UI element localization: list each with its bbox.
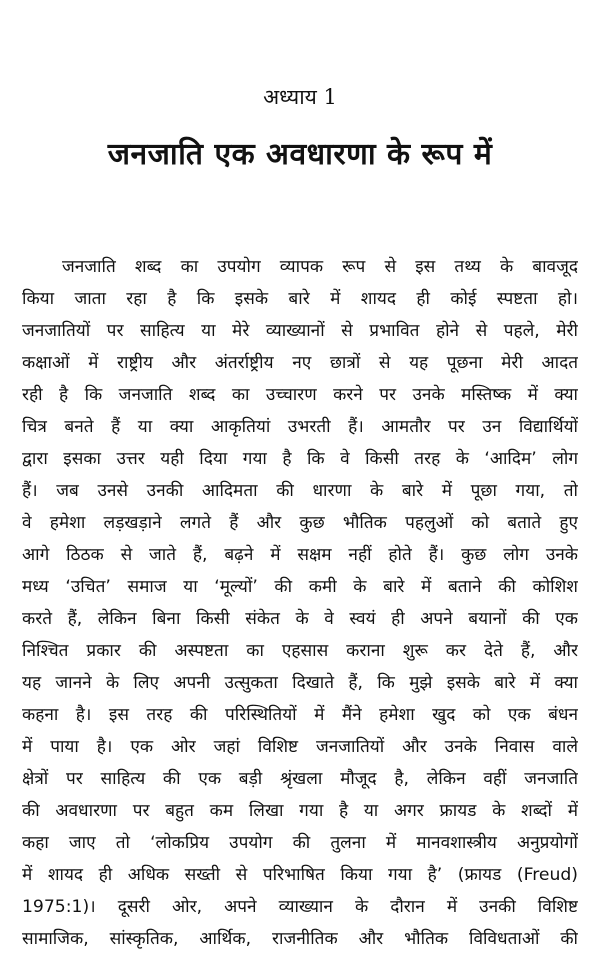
body-paragraph (22, 251, 578, 955)
text-line: में शायद ही अधिक सख्ती से परिभाषित किया गया है’ (फ्रायड (Freud) (22, 865, 578, 885)
text-line: सामाजिक, सांस्कृतिक, आर्थिक, राजनीतिक और भौतिक विविधताओं की (22, 929, 578, 949)
text-line: जनजाति शब्द का उपयोग व्यापक रूप से इस तथ्य के बावजूद (62, 257, 578, 277)
text-line: मध्य ‘उचित’ समाज या ‘मूल्यों’ की कमी के बारे में बताने की कोशिश (22, 577, 578, 597)
text-line: 1975:1)। दूसरी ओर, अपने व्याख्यान के दौरान में उनकी विशिष्ट (22, 897, 578, 917)
text-line: हैं। जब उनसे उनकी आदिमता की धारणा के बारे में पूछा गया, तो (22, 481, 578, 501)
text-line: यह जानने के लिए अपनी उत्सुकता दिखाते हैं, कि मुझे इसके बारे में क्या (22, 673, 578, 693)
text-line: वे हमेशा लड़खड़ाने लगते हैं और कुछ भौतिक पहलुओं को बताते हुए (22, 513, 578, 533)
text-line: जनजातियों पर साहित्य या मेरे व्याख्यानों से प्रभावित होने से पहले, मेरी (22, 321, 578, 341)
chapter-number: अध्याय 1 (263, 85, 337, 109)
text-line: द्वारा इसका उत्तर यही दिया गया है कि वे किसी तरह के ‘आदिम’ लोग (22, 449, 578, 469)
text-line: में पाया है। एक ओर जहां विशिष्ट जनजातियों और उनके निवास वाले (22, 737, 578, 757)
text-line: क्षेत्रों पर साहित्य की एक बड़ी श्रृंखला मौजूद है, लेकिन वहीं जनजाति (22, 769, 578, 789)
text-line: किया जाता रहा है कि इसके बारे में शायद ही कोई स्पष्टता हो। (22, 289, 578, 309)
text-line: रही है कि जनजाति शब्द का उच्चारण करने पर उनके मस्तिष्क में क्या (22, 385, 578, 405)
text-line: की अवधारणा पर बहुत कम लिखा गया है या अगर फ्रायड के शब्दों में (22, 801, 578, 821)
text-line: निश्चित प्रकार की अस्पष्टता का एहसास कराना शुरू कर देते हैं, और (22, 641, 578, 661)
text-line: कहना है। इस तरह की परिस्थितियों में मैंने हमेशा खुद को एक बंधन (22, 705, 578, 725)
text-line: कहा जाए तो ‘लोकप्रिय उपयोग की तुलना में मानवशास्त्रीय अनुप्रयोगों (22, 833, 578, 853)
text-line: चित्र बनते हैं या क्या आकृतियां उभरती हैं। आमतौर पर उन विद्यार्थियों (22, 417, 578, 437)
text-line: करते हैं, लेकिन बिना किसी संकेत के वे स्वयं ही अपने बयानों की एक (22, 609, 578, 629)
text-line: कक्षाओं में राष्ट्रीय और अंतर्राष्ट्रीय नए छात्रों से यह पूछना मेरी आदत (22, 353, 578, 373)
text-line: आगे ठिठक से जाते हैं, बढ़ने में सक्षम नहीं होते हैं। कुछ लोग उनके (22, 545, 578, 565)
chapter-title: जनजाति एक अवधारणा के रूप में (107, 137, 493, 172)
